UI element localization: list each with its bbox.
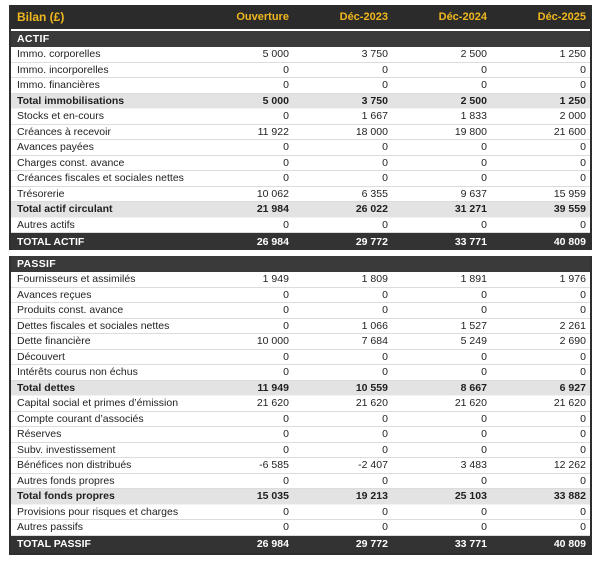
cell-value: 0	[580, 141, 586, 154]
table-row	[11, 350, 590, 366]
cell-value: 1 949	[262, 273, 289, 286]
cell-value: 12 262	[553, 459, 586, 472]
cell-value: -6 585	[259, 459, 289, 472]
row-label: Autres passifs	[17, 521, 83, 534]
table-row	[11, 47, 590, 63]
cell-value: 0	[283, 505, 289, 518]
cell-value: 40 809	[553, 538, 586, 550]
cell-value: 1 250	[559, 48, 586, 61]
cell-value: 21 620	[355, 397, 388, 410]
cell-value: 0	[382, 141, 388, 154]
cell-value: 0	[382, 428, 388, 441]
cell-value: 26 984	[256, 538, 289, 550]
row-label: Autres actifs	[17, 218, 75, 231]
cell-value: 0	[481, 521, 487, 534]
table-row	[11, 218, 590, 234]
cell-value: 0	[382, 443, 388, 456]
table-row	[11, 536, 590, 553]
cell-value: 6 927	[559, 381, 586, 394]
cell-value: 0	[382, 79, 388, 92]
cell-value: 1 891	[460, 273, 487, 286]
section-header-passif: PASSIF	[11, 256, 590, 272]
column-header-dec-2025: Déc-2025	[537, 11, 586, 23]
cell-value: 0	[580, 412, 586, 425]
row-label: Dettes fiscales et sociales nettes	[17, 319, 170, 332]
table-row	[11, 334, 590, 350]
row-label: TOTAL ACTIF	[17, 235, 85, 248]
table-row	[11, 365, 590, 381]
cell-value: 0	[481, 350, 487, 363]
row-label: Produits const. avance	[17, 304, 124, 317]
table-row	[11, 381, 590, 397]
row-label: Immo. financières	[17, 79, 100, 92]
cell-value: 0	[481, 443, 487, 456]
cell-value: 0	[382, 218, 388, 231]
table-row	[11, 520, 590, 536]
cell-value: 0	[382, 505, 388, 518]
cell-value: 26 984	[256, 235, 289, 248]
cell-value: 0	[580, 304, 586, 317]
cell-value: 0	[481, 79, 487, 92]
table-row	[11, 272, 590, 288]
cell-value: 11 922	[257, 125, 289, 138]
cell-value: 0	[382, 521, 388, 534]
cell-value: 0	[283, 110, 289, 123]
cell-value: 1 066	[361, 319, 388, 332]
row-label: Provisions pour risques et charges	[17, 505, 179, 518]
row-label: Avances reçues	[17, 288, 92, 301]
table-row	[11, 202, 590, 218]
cell-value: 2 500	[460, 94, 487, 107]
cell-value: 25 103	[454, 490, 487, 503]
cell-value: 0	[283, 218, 289, 231]
cell-value: 0	[481, 412, 487, 425]
table-row	[11, 94, 590, 110]
cell-value: 0	[481, 288, 487, 301]
row-label: Bénéfices non distribués	[17, 459, 132, 472]
cell-value: 2 500	[460, 48, 487, 61]
cell-value: 5 000	[262, 48, 289, 61]
cell-value: 1 527	[460, 319, 487, 332]
row-label: Stocks et en-cours	[17, 110, 104, 123]
table-row	[11, 303, 590, 319]
cell-value: 21 600	[553, 125, 586, 138]
table-row	[11, 427, 590, 443]
cell-value: 0	[481, 505, 487, 518]
row-label: Total dettes	[17, 381, 76, 394]
row-label: Dette financière	[17, 335, 91, 348]
cell-value: 8 667	[460, 381, 487, 394]
table-row	[11, 109, 590, 125]
table-row	[11, 458, 590, 474]
cell-value: 0	[382, 412, 388, 425]
cell-value: 6 355	[361, 187, 388, 200]
column-header-dec-2024: Déc-2024	[438, 11, 487, 23]
cell-value: 40 809	[553, 235, 586, 248]
table-header-row	[11, 5, 590, 31]
cell-value: 10 000	[256, 335, 289, 348]
cell-value: 0	[580, 218, 586, 231]
cell-value: 0	[481, 63, 487, 76]
cell-value: 2 000	[559, 110, 586, 123]
cell-value: 31 271	[454, 203, 487, 216]
cell-value: 0	[283, 319, 289, 332]
cell-value: 0	[481, 474, 487, 487]
cell-value: 0	[481, 428, 487, 441]
section-header-actif: ACTIF	[11, 31, 590, 47]
cell-value: 0	[580, 156, 586, 169]
cell-value: 0	[382, 63, 388, 76]
cell-value: 19 800	[454, 125, 487, 138]
cell-value: 0	[580, 366, 586, 379]
cell-value: 21 620	[256, 397, 289, 410]
cell-value: 0	[580, 443, 586, 456]
table-title: Bilan (£)	[17, 10, 65, 24]
row-label: Total actif circulant	[17, 203, 113, 216]
row-label: Total fonds propres	[17, 490, 115, 503]
table-row	[11, 125, 590, 141]
cell-value: 10 559	[355, 381, 388, 394]
row-label: Immo. corporelles	[17, 48, 101, 61]
cell-value: -2 407	[358, 459, 388, 472]
cell-value: 0	[481, 172, 487, 185]
row-label: Créances à recevoir	[17, 125, 111, 138]
table-row	[11, 474, 590, 490]
table-row	[11, 171, 590, 187]
cell-value: 9 637	[460, 187, 487, 200]
table-row	[11, 505, 590, 521]
table-row	[11, 187, 590, 203]
cell-value: 0	[283, 156, 289, 169]
table-row	[11, 489, 590, 505]
cell-value: 0	[382, 366, 388, 379]
row-label: Autres fonds propres	[17, 474, 115, 487]
row-label: Fournisseurs et assimilés	[17, 273, 136, 286]
cell-value: 33 771	[454, 235, 487, 248]
table-row	[11, 319, 590, 335]
cell-value: 0	[283, 288, 289, 301]
cell-value: 0	[382, 474, 388, 487]
cell-value: 1 833	[460, 110, 487, 123]
row-label: Total immobilisations	[17, 94, 125, 107]
cell-value: 0	[481, 141, 487, 154]
cell-value: 0	[382, 172, 388, 185]
table-row	[11, 156, 590, 172]
row-label: Découvert	[17, 350, 65, 363]
cell-value: 0	[580, 172, 586, 185]
balance-sheet-table	[9, 5, 592, 555]
table-row	[11, 63, 590, 79]
cell-value: 3 483	[460, 459, 487, 472]
row-label: Capital social et primes d’émission	[17, 397, 179, 410]
cell-value: 0	[283, 350, 289, 363]
row-label: TOTAL PASSIF	[17, 538, 91, 550]
row-label: Charges const. avance	[17, 156, 125, 169]
cell-value: 21 620	[553, 397, 586, 410]
cell-value: 0	[481, 218, 487, 231]
cell-value: 26 022	[355, 203, 388, 216]
cell-value: 0	[283, 521, 289, 534]
row-label: Créances fiscales et sociales nettes	[17, 172, 184, 185]
cell-value: 0	[580, 79, 586, 92]
table-row	[11, 396, 590, 412]
table-body	[11, 31, 590, 553]
row-label: Avances payées	[17, 141, 94, 154]
cell-value: 0	[382, 350, 388, 363]
row-label: Trésorerie	[17, 187, 65, 200]
cell-value: 0	[283, 141, 289, 154]
cell-value: 0	[580, 521, 586, 534]
cell-value: 0	[481, 304, 487, 317]
cell-value: 1 667	[361, 110, 388, 123]
cell-value: 15 959	[553, 187, 586, 200]
cell-value: 11 949	[257, 381, 289, 394]
cell-value: 0	[580, 288, 586, 301]
cell-value: 0	[283, 474, 289, 487]
table-row	[11, 78, 590, 94]
cell-value: 10 062	[256, 187, 289, 200]
cell-value: 1 250	[559, 94, 586, 107]
cell-value: 0	[283, 428, 289, 441]
cell-value: 0	[283, 63, 289, 76]
column-header-ouverture: Ouverture	[236, 11, 289, 23]
cell-value: 0	[283, 79, 289, 92]
cell-value: 0	[283, 172, 289, 185]
row-label: Immo. incorporelles	[17, 63, 109, 76]
cell-value: 21 984	[256, 203, 289, 216]
row-label: Intérêts courus non échus	[17, 366, 138, 379]
cell-value: 2 261	[559, 319, 586, 332]
cell-value: 0	[580, 474, 586, 487]
cell-value: 1 976	[559, 273, 586, 286]
cell-value: 0	[580, 63, 586, 76]
cell-value: 0	[580, 350, 586, 363]
cell-value: 2 690	[559, 335, 586, 348]
cell-value: 5 000	[262, 94, 289, 107]
cell-value: 0	[382, 304, 388, 317]
cell-value: 3 750	[361, 48, 388, 61]
cell-value: 0	[580, 428, 586, 441]
cell-value: 7 684	[361, 335, 388, 348]
cell-value: 0	[382, 156, 388, 169]
cell-value: 0	[481, 156, 487, 169]
cell-value: 0	[580, 505, 586, 518]
cell-value: 0	[283, 304, 289, 317]
cell-value: 0	[283, 443, 289, 456]
row-label: Réserves	[17, 428, 62, 441]
cell-value: 0	[283, 366, 289, 379]
cell-value: 39 559	[553, 203, 586, 216]
table-row	[11, 233, 590, 250]
table-row	[11, 412, 590, 428]
cell-value: 1 809	[361, 273, 388, 286]
cell-value: 33 882	[553, 490, 586, 503]
cell-value: 0	[283, 412, 289, 425]
row-label: Compte courant d’associés	[17, 412, 144, 425]
row-label: Subv. investissement	[17, 443, 116, 456]
cell-value: 29 772	[355, 538, 388, 550]
cell-value: 3 750	[361, 94, 388, 107]
table-row	[11, 288, 590, 304]
cell-value: 5 249	[460, 335, 487, 348]
cell-value: 33 771	[454, 538, 487, 550]
table-row	[11, 443, 590, 459]
cell-value: 29 772	[355, 235, 388, 248]
cell-value: 0	[382, 288, 388, 301]
cell-value: 21 620	[454, 397, 487, 410]
cell-value: 15 035	[256, 490, 289, 503]
cell-value: 18 000	[355, 125, 388, 138]
cell-value: 0	[481, 366, 487, 379]
table-row	[11, 140, 590, 156]
column-header-dec-2023: Déc-2023	[339, 11, 388, 23]
cell-value: 19 213	[355, 490, 388, 503]
